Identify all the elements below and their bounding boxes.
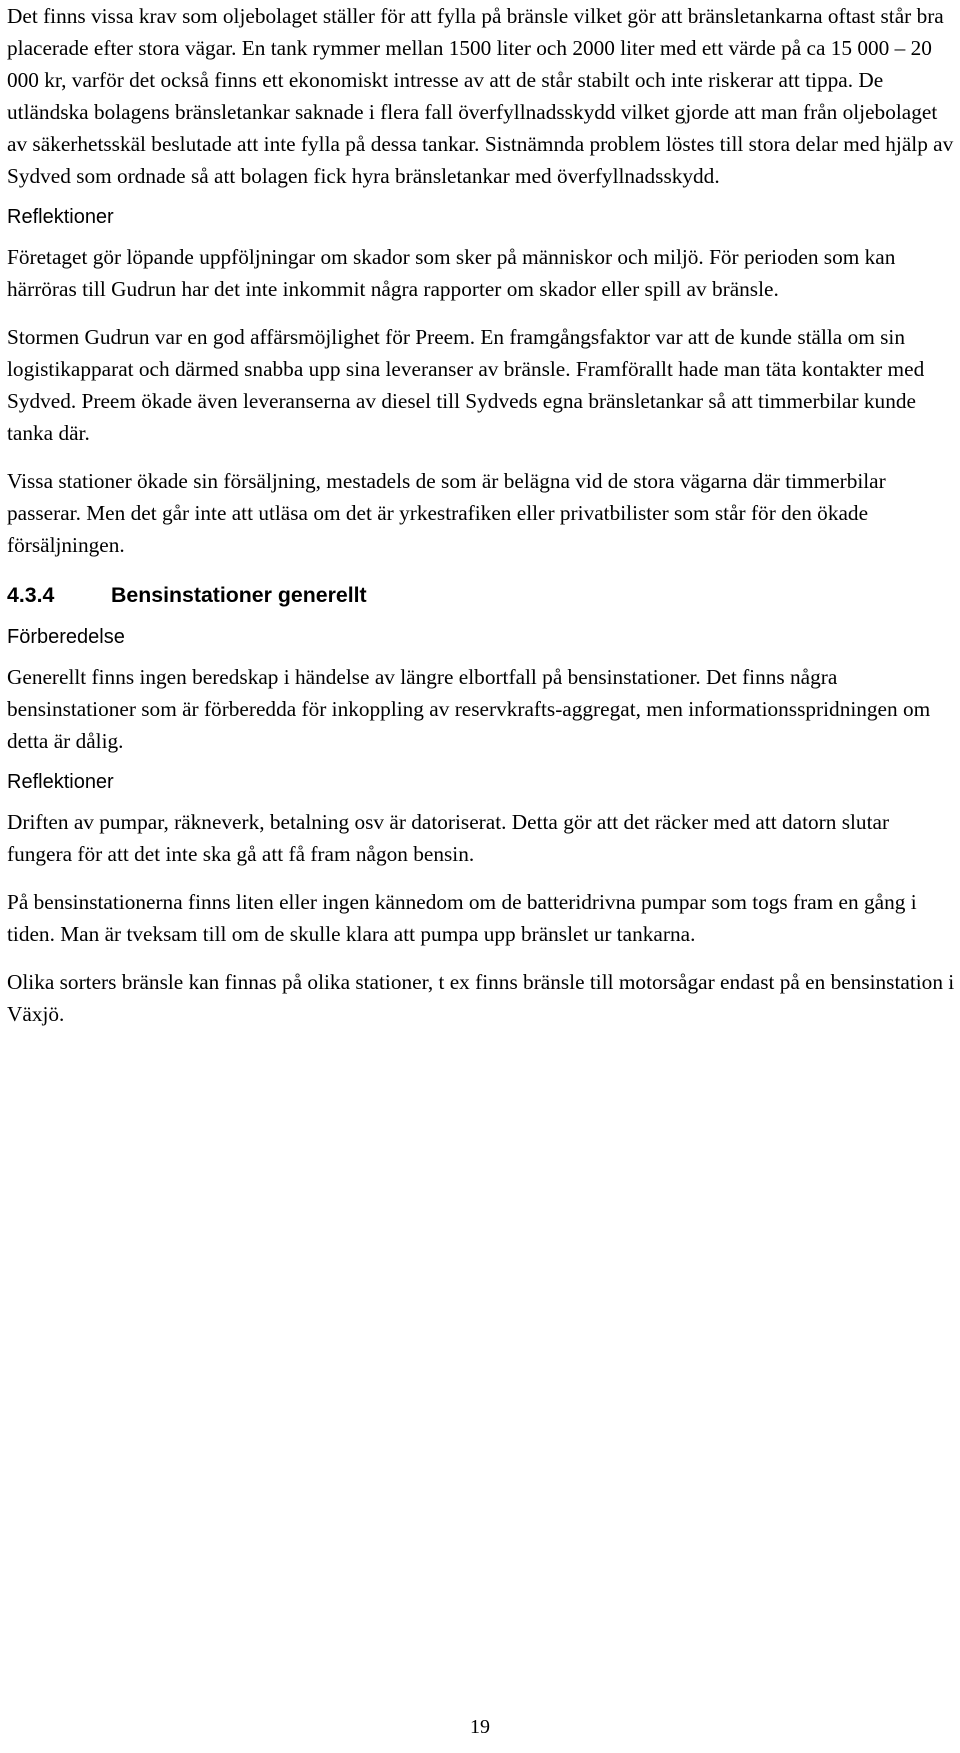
page-number: 19	[470, 1716, 490, 1738]
section-number: 4.3.4	[7, 583, 55, 607]
subheading-preparation: Förberedelse	[7, 626, 125, 648]
subheading-reflections-1: Reflektioner	[7, 206, 114, 228]
paragraph-follow-up: Företaget gör löpande uppföljningar om skador som sker på människor och miljö. För perioden som kan härröras till Gudrun har det inte inkommit några rapporter om skador eller spill av bränsle.	[7, 245, 896, 301]
paragraph-fuel-tanks: Det finns vissa krav som oljebolaget ställer för att fylla på bränsle vilket gör att bränsletankarna oftast står bra placerade efter stora vägar. En tank rymmer mellan 1500 liter och 2000 liter med ett värde på ca 15 000 – 20 000 kr, varför det också finns ett ekonomiskt intresse av att de står stabilt och inte riskerar att tippa. De utländska bolagens bränsletankar saknade i flera fall överfyllnadsskydd vilket gjorde att man från oljebolaget av säkerhetsskäl beslutade att inte fylla på dessa tankar. Sistnämnda problem löstes till stora delar med hjälp av Sydved som ordnade så att bolagen fick hyra bränsletankar med överfyllnadsskydd.	[7, 4, 954, 188]
section-heading	[7, 579, 955, 611]
paragraph-fuel-types: Olika sorters bränsle kan finnas på olika stationer, t ex finns bränsle till motorsågar endast på en bensinstation i Växjö.	[7, 970, 955, 1026]
section-title: Bensinstationer generellt	[111, 583, 367, 607]
subheading-reflections-2: Reflektioner	[7, 771, 114, 793]
paragraph-preparedness: Generellt finns ingen beredskap i händelse av längre elbortfall på bensinstationer. Det finns några bensinstationer som är förberedda för inkoppling av reservkrafts-aggregat, men informationsspridningen om detta är dålig.	[7, 665, 931, 753]
paragraph-battery-pumps: På bensinstationerna finns liten eller ingen kännedom om de batteridrivna pumpar som togs fram en gång i tiden. Man är tveksam till om de skulle klara att pumpa upp bränslet ur tankarna.	[7, 890, 917, 946]
paragraph-station-sales: Vissa stationer ökade sin försäljning, mestadels de som är belägna vid de stora vägarna där timmerbilar passerar. Men det går inte att utläsa om det är yrkestrafiken eller privatbilister som står för den ökade försäljningen.	[7, 469, 886, 557]
document-page	[7, 0, 955, 1030]
paragraph-business-opportunity: Stormen Gudrun var en god affärsmöjlighet för Preem. En framgångsfaktor var att de kunde ställa om sin logistikapparat och därmed snabba upp sina leveranser av bränsle. Framförallt hade man täta kontakter med Sydved. Preem ökade även leveranserna av diesel till Sydveds egna bränsletankar så att timmerbilar kunde tanka där.	[7, 325, 925, 445]
paragraph-computerized: Driften av pumpar, räkneverk, betalning osv är datoriserat. Detta gör att det räcker med att datorn slutar fungera för att det inte ska gå att få fram någon bensin.	[7, 810, 890, 866]
